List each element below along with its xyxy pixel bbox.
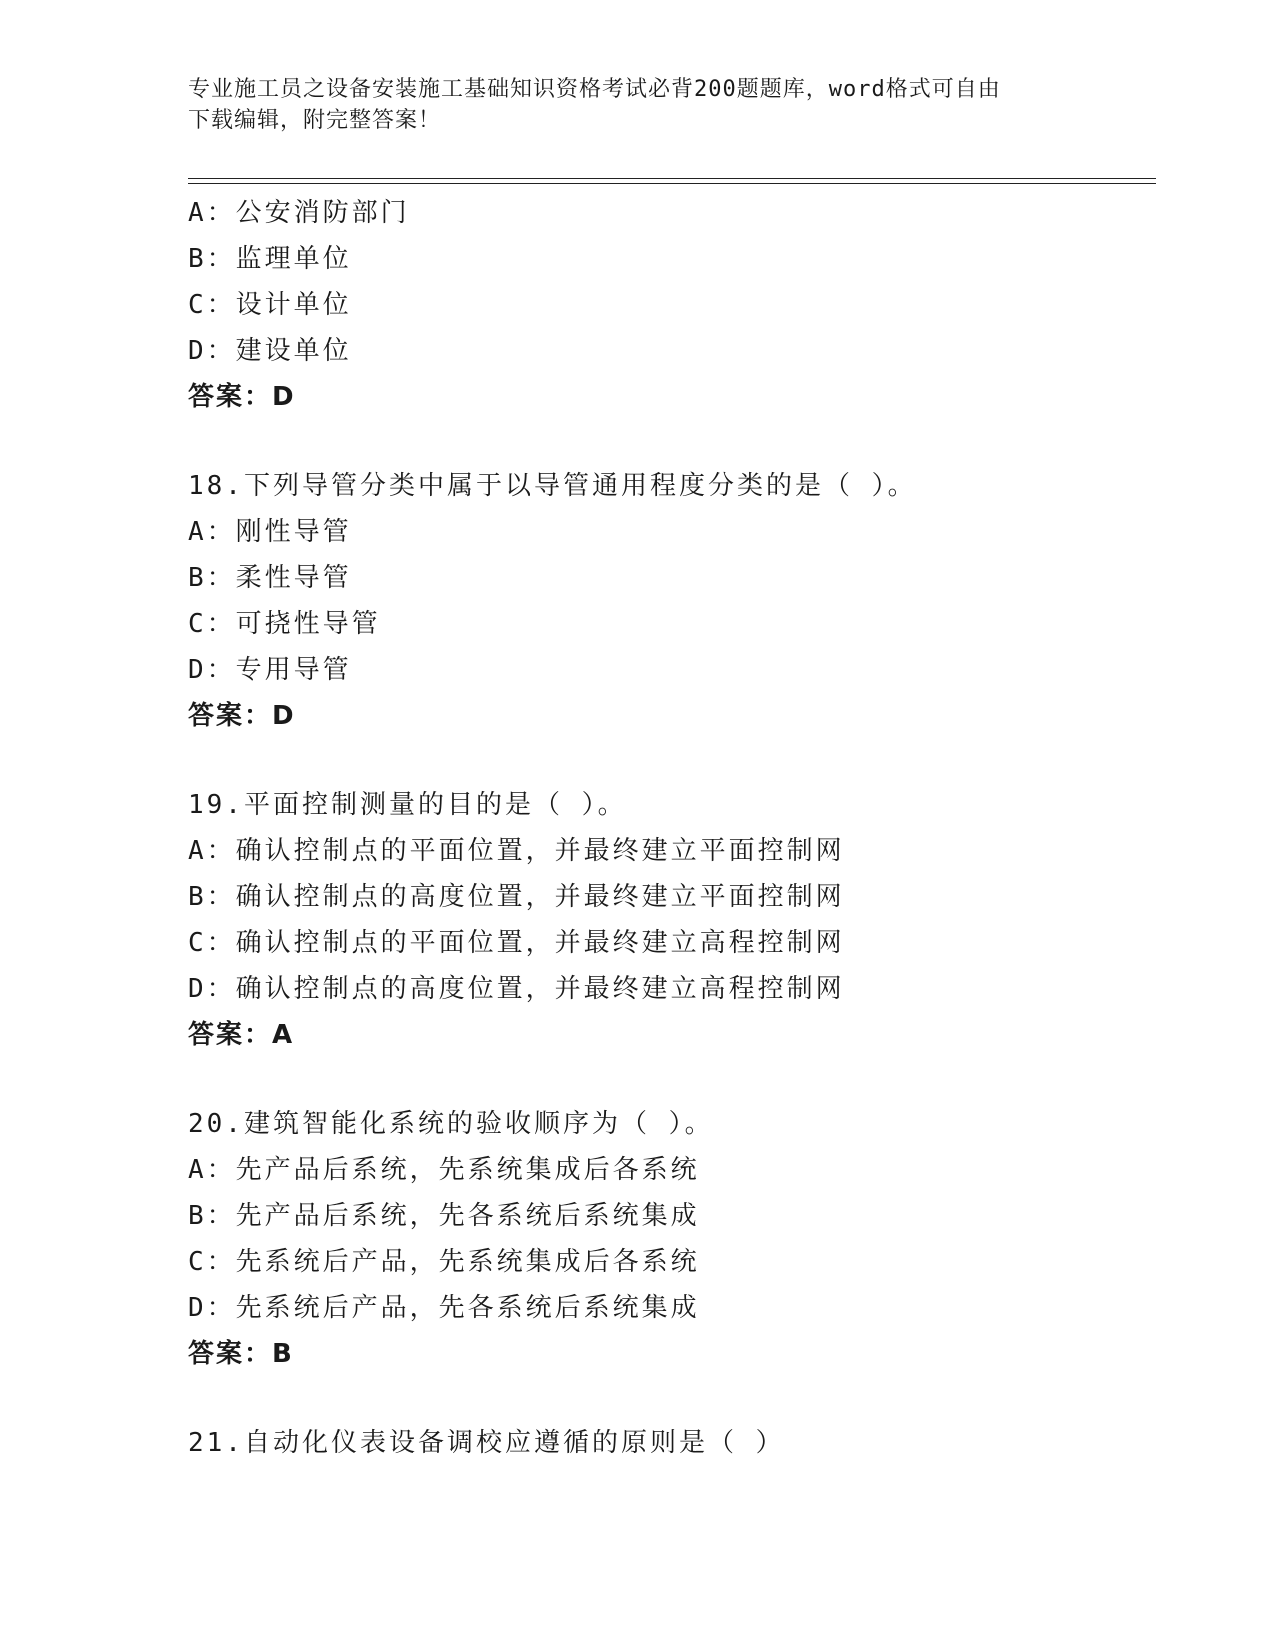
option-d: D：专用导管 [188, 655, 352, 685]
option-b: B：先产品后系统，先各系统后系统集成 [188, 1201, 700, 1231]
question-17 [188, 190, 1156, 420]
option-b: B：监理单位 [188, 244, 352, 274]
option-a: A：先产品后系统，先系统集成后各系统 [188, 1155, 700, 1185]
question-text: 19.平面控制测量的目的是（ ）。 [188, 790, 627, 820]
header-line-2: 下载编辑，附完整答案！ [188, 108, 442, 133]
question-text: 21.自动化仪表设备调校应遵循的原则是（ ） [188, 1428, 785, 1458]
question-21 [188, 1420, 1156, 1466]
option-c: C：设计单位 [188, 290, 352, 320]
option-d: D：建设单位 [188, 336, 352, 366]
answer: 答案：D [188, 701, 296, 731]
question-20 [188, 1101, 1156, 1377]
option-a: A：刚性导管 [188, 517, 352, 547]
question-18 [188, 463, 1156, 739]
option-a: A：公安消防部门 [188, 198, 410, 228]
answer: 答案：D [188, 382, 296, 412]
answer: 答案：A [188, 1020, 295, 1050]
question-list [188, 190, 1156, 1466]
spacer [188, 1058, 1156, 1101]
option-c: C：可挠性导管 [188, 609, 381, 639]
header-divider-top [188, 178, 1156, 179]
option-a: A：确认控制点的平面位置，并最终建立平面控制网 [188, 836, 845, 866]
question-text: 20.建筑智能化系统的验收顺序为（ ）。 [188, 1109, 714, 1139]
option-b: B：确认控制点的高度位置，并最终建立平面控制网 [188, 882, 845, 912]
option-b: B：柔性导管 [188, 563, 352, 593]
spacer [188, 739, 1156, 782]
spacer [188, 1377, 1156, 1420]
spacer [188, 420, 1156, 463]
option-c: C：先系统后产品，先系统集成后各系统 [188, 1247, 700, 1277]
question-19 [188, 782, 1156, 1058]
header-line-1: 专业施工员之设备安装施工基础知识资格考试必背200题题库，word格式可自由 [188, 77, 1001, 102]
document-header [188, 74, 1068, 136]
question-text: 18.下列导管分类中属于以导管通用程度分类的是（ ）。 [188, 471, 917, 501]
option-d: D：先系统后产品，先各系统后系统集成 [188, 1293, 700, 1323]
option-d: D：确认控制点的高度位置，并最终建立高程控制网 [188, 974, 845, 1004]
header-divider-bottom [188, 183, 1156, 184]
answer: 答案：B [188, 1339, 294, 1369]
option-c: C：确认控制点的平面位置，并最终建立高程控制网 [188, 928, 845, 958]
